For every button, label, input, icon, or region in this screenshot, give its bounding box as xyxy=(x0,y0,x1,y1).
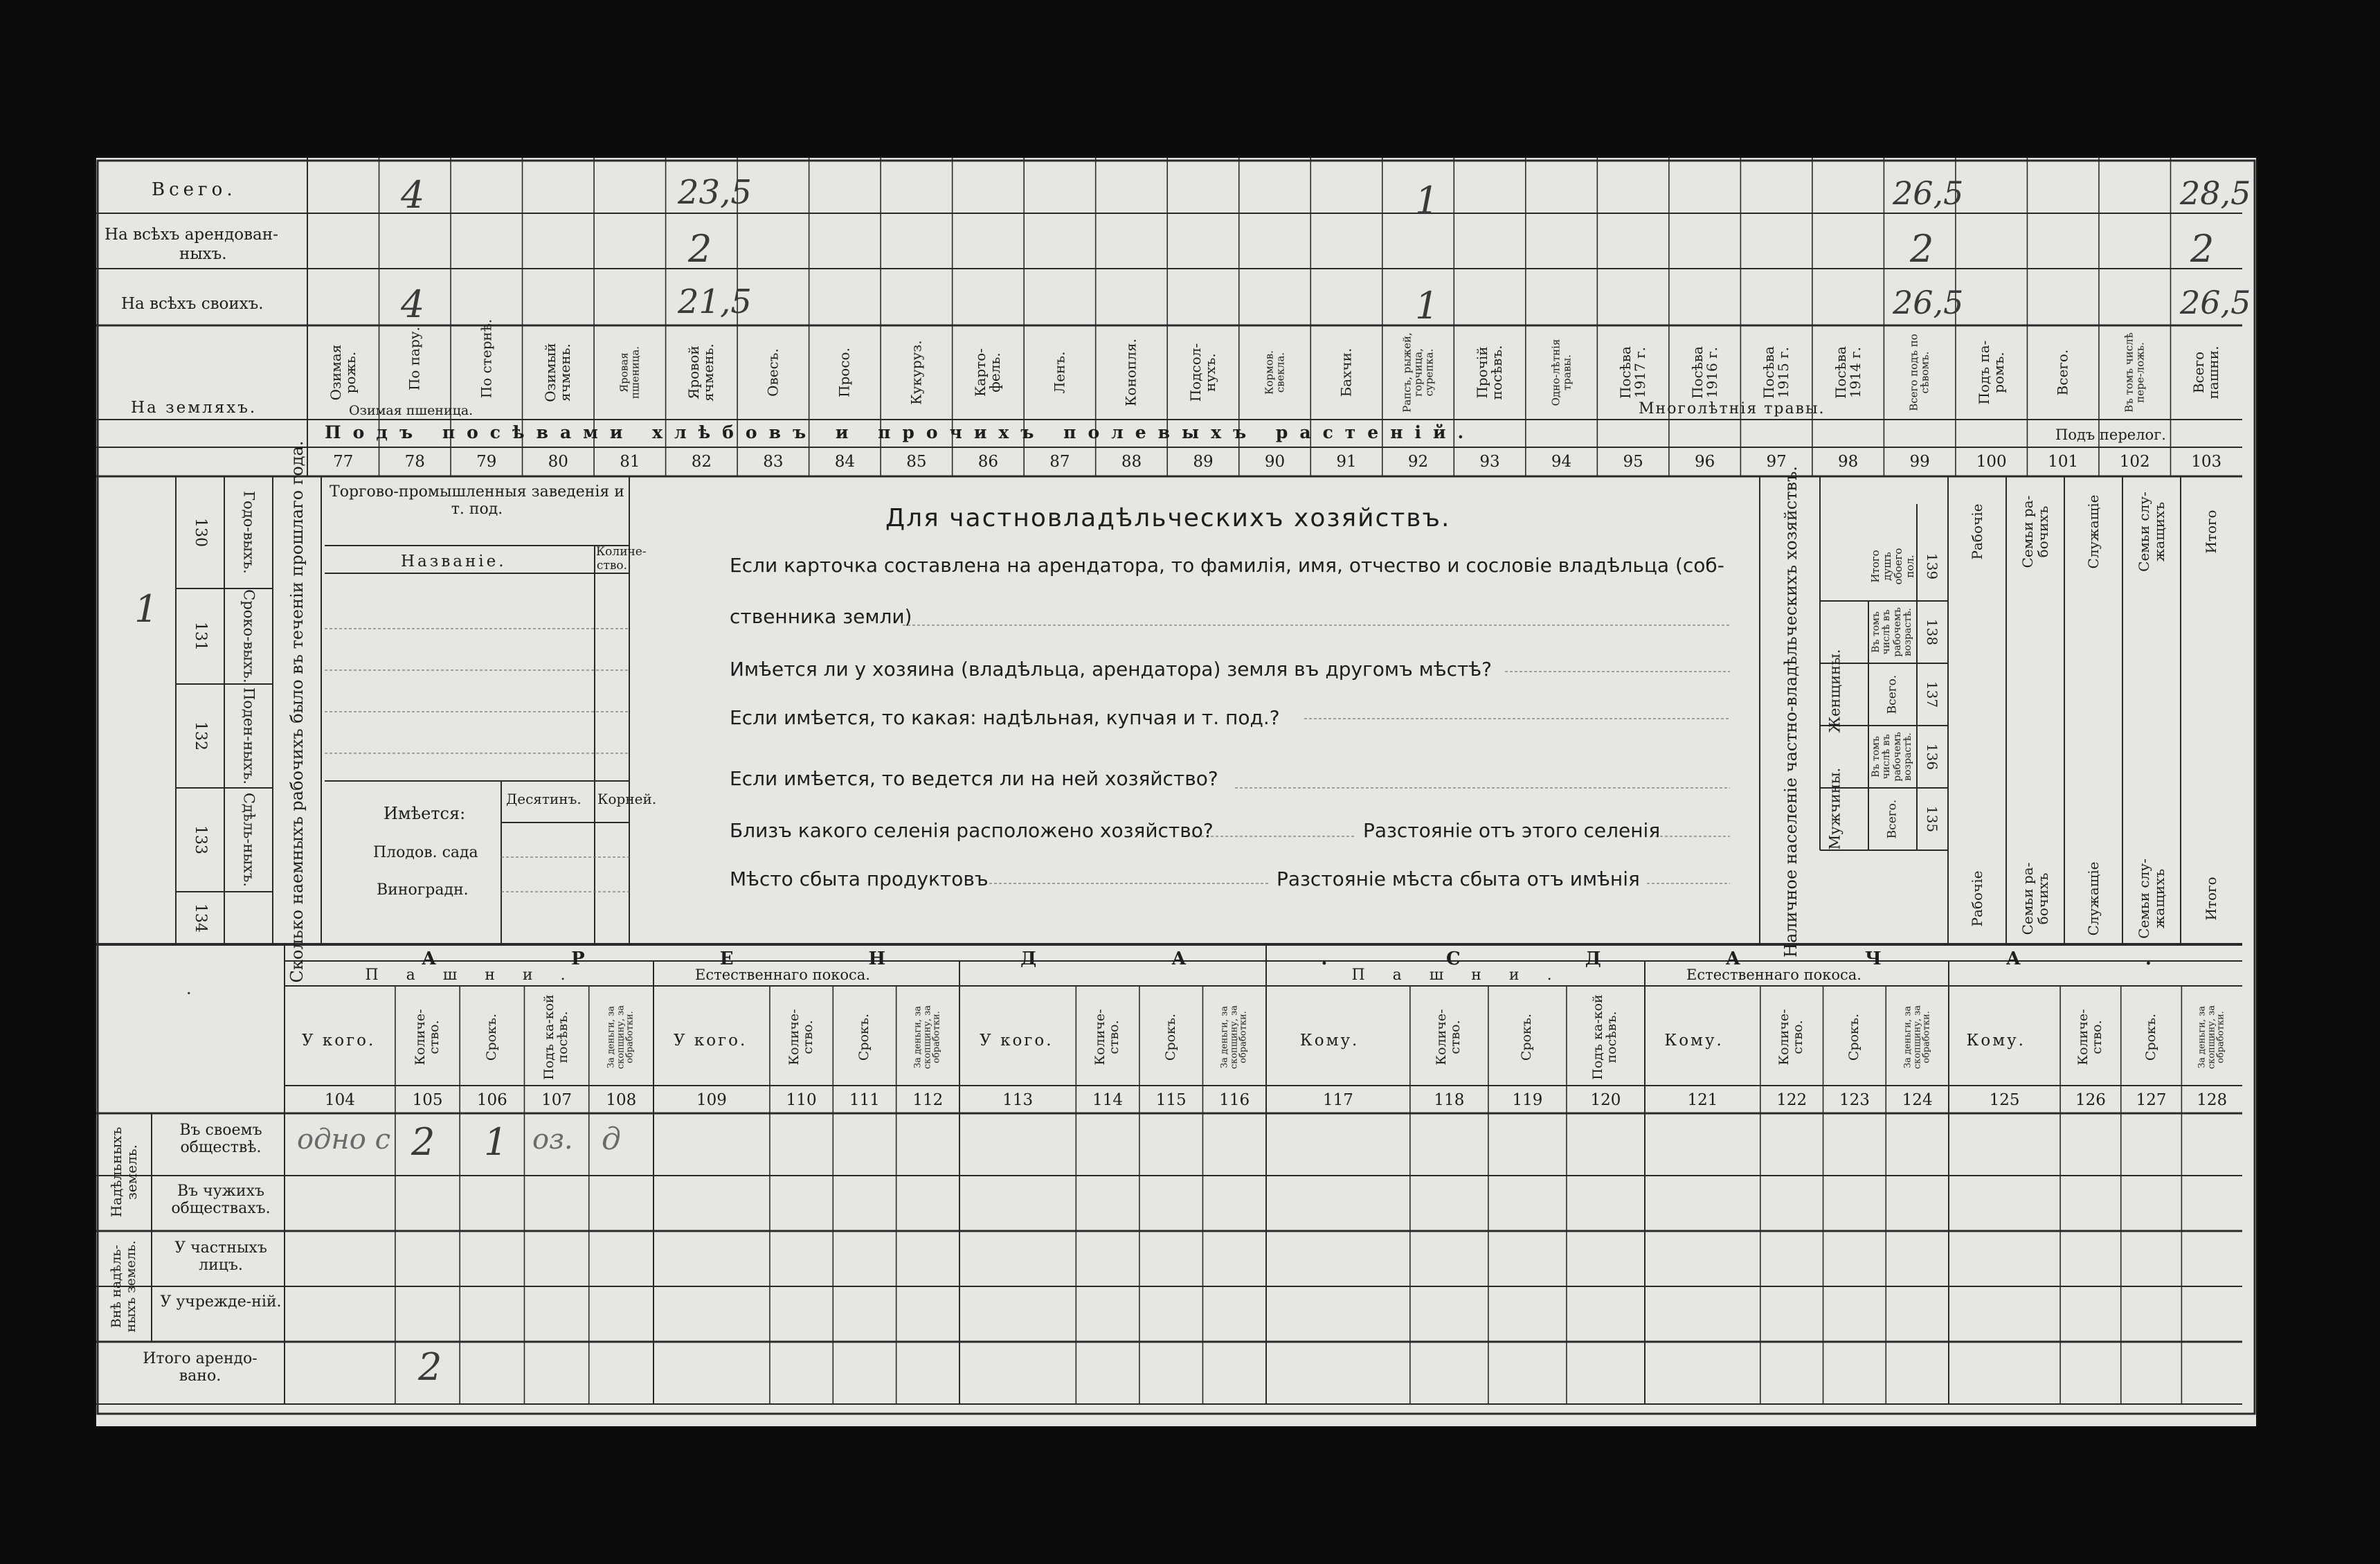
crop-col-head-102: Въ томъ числѣ пере-ложь. xyxy=(2122,332,2146,413)
staff-head-top-2: Служащіе xyxy=(2085,494,2102,569)
fallow-label: Подъ перелог. xyxy=(2055,426,2166,443)
lease-col-head-107: Подъ ка-кой посѣвъ. xyxy=(541,994,571,1080)
winter-wheat-label: Озимая пшеница. xyxy=(349,403,474,418)
hw-row1-108: д xyxy=(602,1122,621,1157)
crop-col-head-98: Посѣва 1914 г. xyxy=(1832,346,1864,399)
crop-col-num-98: 98 xyxy=(1838,453,1859,471)
question-village-distance: Разстояніе отъ этого селенія xyxy=(1363,819,1661,842)
crop-col-head-87: Ленъ. xyxy=(1051,351,1068,394)
crop-col-head-89: Подсол-нухъ. xyxy=(1187,343,1218,402)
crop-col-head-100: Подъ па-ромъ. xyxy=(1975,340,2007,405)
lease-col-num-112: 112 xyxy=(912,1091,944,1109)
lease-col-head-110: Количе-ство. xyxy=(786,1009,815,1066)
crop-col-head-83: Овесъ. xyxy=(764,348,782,397)
staff-head-top-3: Семьи слу-жащихъ xyxy=(2136,492,2167,572)
lease-col-head-117: Кому. xyxy=(1299,1032,1360,1050)
crop-col-head-79: По стернѣ. xyxy=(478,318,495,399)
hw-total-82: 23,5 xyxy=(678,173,752,212)
lease-col-num-124: 124 xyxy=(1902,1091,1933,1109)
crop-col-num-92: 92 xyxy=(1407,453,1429,471)
lease-col-num-128: 128 xyxy=(2197,1091,2228,1109)
trade-name-header: Названіе. xyxy=(401,552,507,570)
question-village: Близъ какого селенія расположено хозяйство? xyxy=(730,819,1214,842)
trade-title: Торгово-промышленныя заведенія и т. под. xyxy=(330,483,624,519)
crop-col-head-101: Всего. xyxy=(2054,349,2071,396)
lease-col-head-128: За деньги, за скопщину, за обработки. xyxy=(2197,1005,2226,1070)
lease-col-head-111: Срокъ. xyxy=(856,1013,872,1061)
crop-col-head-91: Бахчи. xyxy=(1337,348,1355,397)
bottom-dot: · xyxy=(186,984,192,1003)
women-total-label: Всего. xyxy=(1885,674,1900,714)
lease-col-head-106: Срокъ. xyxy=(483,1013,499,1061)
men-label: Мужчины. xyxy=(1826,767,1843,850)
lease-col-head-119: Срокъ. xyxy=(1519,1013,1535,1061)
row-label-on-land: На земляхъ. xyxy=(131,399,258,417)
pop-col-num-135: 135 xyxy=(1924,805,1940,833)
lease-col-num-106: 106 xyxy=(476,1091,507,1109)
lease-col-head-127: Срокъ. xyxy=(2143,1013,2158,1061)
hw-total-92: 1 xyxy=(1415,179,1439,222)
pop-col-num-138: 138 xyxy=(1924,618,1940,646)
crop-col-head-77: Озимая рожь. xyxy=(327,344,359,401)
hired-workers-vertical-label: Сколько наемныхъ рабочихъ было въ теченіи прошлаго года. xyxy=(287,440,307,983)
lease-col-num-117: 117 xyxy=(1322,1091,1353,1109)
perennial-label: Многолѣтнія травы. xyxy=(1639,400,1825,417)
hw-own-103: 26,5 xyxy=(2180,284,2251,321)
lease-group-head-pokos-4: Естественнаго покоса. xyxy=(1686,967,1861,983)
crop-col-head-81: Яровая пшеница. xyxy=(617,345,641,399)
trade-qty-header: Количе-ство. xyxy=(596,545,647,573)
crop-col-num-88: 88 xyxy=(1121,453,1142,471)
crop-col-head-85: Кукуруз. xyxy=(908,340,925,405)
lease-col-num-125: 125 xyxy=(1989,1091,2020,1109)
row-own-society: Въ своемъ обществѣ. xyxy=(179,1122,262,1157)
lease-col-num-108: 108 xyxy=(606,1091,637,1109)
lease-col-num-116: 116 xyxy=(1219,1091,1250,1109)
lease-col-num-107: 107 xyxy=(541,1091,573,1109)
hired-col-num-134: 134 xyxy=(192,904,210,933)
crop-col-head-95: Посѣва 1917 г. xyxy=(1617,346,1649,399)
lease-col-head-113: У кого. xyxy=(980,1032,1054,1050)
staff-head-top-0: Рабочіе xyxy=(1969,503,1985,560)
crop-col-num-89: 89 xyxy=(1193,453,1214,471)
row-label-total: Всего. xyxy=(152,179,237,200)
hw-own-82: 21,5 xyxy=(678,282,752,321)
lease-col-head-123: Срокъ. xyxy=(1846,1013,1861,1061)
crop-col-num-79: 79 xyxy=(476,453,497,471)
pop-col-num-139: 139 xyxy=(1924,552,1940,580)
crop-col-head-78: По пару. xyxy=(406,326,423,391)
row-private-persons: У частныхъ лицъ. xyxy=(174,1239,267,1275)
crop-col-head-92: Рапсъ, рыжей, горчица, сурепка. xyxy=(1400,332,1435,413)
hired-col-label-133: Сдѣль-ныхъ. xyxy=(240,792,258,888)
lease-col-head-118: Количе-ство. xyxy=(1434,1009,1463,1066)
lease-col-num-126: 126 xyxy=(2075,1091,2106,1109)
hw-total-99: 26,5 xyxy=(1893,174,1964,212)
hired-col-num-130: 130 xyxy=(192,518,210,547)
lease-col-num-119: 119 xyxy=(1512,1091,1543,1109)
crop-col-num-78: 78 xyxy=(404,453,425,471)
lease-group-head-pashni-3: Пашни. xyxy=(1351,967,1580,984)
lease-col-head-105: Количе-ство. xyxy=(412,1009,442,1066)
lease-col-num-118: 118 xyxy=(1434,1091,1465,1109)
crop-col-num-102: 102 xyxy=(2119,453,2150,471)
crop-col-head-82: Яровой ячмень. xyxy=(685,343,717,402)
hw-row1-104: одно с xyxy=(297,1124,390,1156)
population-vertical-label: Наличное населеніе частно-владѣльческихъ хозяйствъ. xyxy=(1781,466,1801,958)
census-card xyxy=(96,158,2276,1426)
hw-row1-105: 2 xyxy=(411,1120,435,1164)
has-label: Имѣется: xyxy=(384,804,466,823)
question-owner-2: ственника земли) xyxy=(730,605,912,628)
crop-col-head-86: Карто-фель. xyxy=(972,348,1004,397)
desyat-header: Десятинъ. xyxy=(506,791,582,807)
kornei-header: Корней. xyxy=(597,791,657,807)
lease-col-num-122: 122 xyxy=(1776,1091,1807,1109)
lease-group-head-pokos-1: Естественнаго покоса. xyxy=(695,967,870,983)
crop-col-num-103: 103 xyxy=(2191,453,2222,471)
pop-col-num-136: 136 xyxy=(1924,743,1940,771)
hw-131: 1 xyxy=(134,587,159,631)
crop-col-head-97: Посѣва 1915 г. xyxy=(1760,346,1792,399)
crop-col-num-97: 97 xyxy=(1766,453,1787,471)
hw-rented-103: 2 xyxy=(2190,227,2215,271)
lease-col-num-123: 123 xyxy=(1839,1091,1870,1109)
hw-own-99: 26,5 xyxy=(1893,284,1964,321)
crop-col-num-91: 91 xyxy=(1336,453,1357,471)
lease-col-num-114: 114 xyxy=(1092,1091,1124,1109)
lease-col-num-121: 121 xyxy=(1687,1091,1718,1109)
crop-col-head-96: Посѣва 1916 г. xyxy=(1688,346,1720,399)
crop-col-num-101: 101 xyxy=(2048,453,2079,471)
crop-col-num-80: 80 xyxy=(548,453,568,471)
lease-col-num-110: 110 xyxy=(786,1091,817,1109)
men-total-label: Всего. xyxy=(1885,799,1900,839)
lease-col-head-126: Количе-ство. xyxy=(2075,1009,2104,1066)
lease-col-head-116: За деньги, за скопщину, за обработки. xyxy=(1219,1005,1250,1070)
row-label-rented-1: На всѣхъ арендован- xyxy=(105,226,278,244)
row-group-nenadel: Внѣ надѣль-ныхъ земель. xyxy=(109,1240,138,1333)
hired-col-label-130: Годо-выхъ. xyxy=(240,491,258,574)
hired-col-num-133: 133 xyxy=(192,825,210,854)
crop-col-head-80: Озимый ячмень. xyxy=(542,343,574,402)
crop-col-num-82: 82 xyxy=(691,453,712,471)
lease-col-num-111: 111 xyxy=(849,1091,880,1109)
garden-label: Плодов. сада xyxy=(373,844,478,861)
section-title: Для частновладѣльческихъ хозяйствъ. xyxy=(885,504,1451,532)
hired-col-num-131: 131 xyxy=(192,622,210,651)
crop-col-num-81: 81 xyxy=(620,453,640,471)
staff-head-top-4: Итого xyxy=(2203,510,2219,554)
lease-col-num-127: 127 xyxy=(2136,1091,2167,1109)
sdacha-banner: СДАЧА. xyxy=(1446,949,2276,969)
crop-col-num-83: 83 xyxy=(763,453,784,471)
question-owner-1: Если карточка составлена на арендатора, то фамилія, имя, отчество и сословіе владѣльца (соб- xyxy=(730,554,1724,577)
crop-col-num-86: 86 xyxy=(977,453,999,471)
women-label: Женщины. xyxy=(1826,649,1843,733)
staff-head-bottom-1: Семьи ра-бочихъ xyxy=(2019,862,2051,935)
men-work-age-label: Въ томъ числѣ въ рабочемъ возрастѣ. xyxy=(1870,732,1914,782)
lease-col-head-104: У кого. xyxy=(301,1032,376,1050)
lease-col-head-122: Количе-ство. xyxy=(1776,1009,1806,1066)
question-other-land: Имѣется ли у хозяина (владѣльца, арендатора) земля въ другомъ мѣстѣ? xyxy=(730,658,1492,681)
lease-col-head-115: Срокъ. xyxy=(1162,1013,1178,1061)
crop-col-num-94: 94 xyxy=(1551,453,1572,471)
lease-col-num-115: 115 xyxy=(1155,1091,1187,1109)
lease-col-head-125: Кому. xyxy=(1966,1032,2026,1050)
women-work-age-label: Въ томъ числѣ въ рабочемъ возрастѣ. xyxy=(1870,607,1914,657)
lease-col-head-114: Количе-ство. xyxy=(1092,1009,1122,1066)
question-land-type: Если имѣется, то какая: надѣльная, купчая и т. под.? xyxy=(730,706,1280,729)
hw-row1-107: оз. xyxy=(532,1124,573,1156)
crop-col-head-93: Прочій посѣвъ. xyxy=(1474,345,1506,400)
hired-col-label-131: Сроко-выхъ. xyxy=(240,589,258,683)
staff-head-bottom-0: Рабочіе xyxy=(1969,870,1985,927)
hw-own-92: 1 xyxy=(1415,284,1439,327)
staff-head-bottom-4: Итого xyxy=(2203,877,2219,921)
hw-own-78: 4 xyxy=(401,282,425,326)
lease-col-num-120: 120 xyxy=(1590,1091,1621,1109)
lease-col-head-121: Кому. xyxy=(1664,1032,1724,1050)
hired-col-num-132: 132 xyxy=(192,721,210,750)
staff-head-top-1: Семьи ра-бочихъ xyxy=(2019,495,2051,568)
hw-rented-82: 2 xyxy=(688,227,712,271)
hw-total-78: 4 xyxy=(401,173,425,217)
lease-col-num-113: 113 xyxy=(1002,1091,1034,1109)
crop-col-num-85: 85 xyxy=(906,453,927,471)
lease-col-head-120: Подъ ка-кой посѣвъ. xyxy=(1590,994,1620,1080)
question-market: Мѣсто сбыта продуктовъ xyxy=(730,868,989,890)
crop-col-head-84: Просо. xyxy=(836,348,853,397)
arenda-banner: АРЕНДА. xyxy=(422,949,1463,969)
lease-group-head-pashni-0: Пашни. xyxy=(365,967,593,984)
crop-col-head-103: Всего пашни. xyxy=(2190,345,2222,399)
lease-col-head-112: За деньги, за скопщину, за обработки. xyxy=(912,1005,943,1070)
hired-col-label-132: Поден-ныхъ. xyxy=(240,687,258,784)
crop-col-num-95: 95 xyxy=(1623,453,1643,471)
staff-head-bottom-3: Семьи слу-жащихъ xyxy=(2136,859,2167,939)
crop-col-num-99: 99 xyxy=(1909,453,1930,471)
row-group-nadel: Надѣльныхъ земель. xyxy=(108,1126,140,1218)
row-label-rented-2: ныхъ. xyxy=(179,245,227,263)
staff-head-bottom-2: Служащіе xyxy=(2085,861,2102,936)
hw-rented-99: 2 xyxy=(1910,227,1934,271)
row-label-own: На всѣхъ своихъ. xyxy=(121,295,264,313)
hw-itogo-105: 2 xyxy=(418,1345,442,1389)
crop-col-num-100: 100 xyxy=(1976,453,2007,471)
total-souls-label: Итого душъ обоего пол. xyxy=(1869,548,1916,585)
lease-col-num-104: 104 xyxy=(324,1091,355,1109)
question-farming: Если имѣется, то ведется ли на ней хозяйство? xyxy=(730,767,1218,790)
lease-col-head-108: За деньги, за скопщину, за обработки. xyxy=(606,1005,636,1070)
question-market-distance: Разстояніе мѣста сбыта отъ имѣнія xyxy=(1277,868,1640,890)
lease-col-num-109: 109 xyxy=(696,1091,727,1109)
lease-col-head-124: За деньги, за скопщину, за обработки. xyxy=(1902,1005,1932,1070)
hw-total-103: 28,5 xyxy=(2180,174,2251,212)
row-total-rented: Итого арендо-вано. xyxy=(143,1350,258,1385)
row-institutions: У учрежде-ній. xyxy=(160,1293,282,1311)
hw-row1-106: 1 xyxy=(484,1120,508,1164)
crop-col-head-90: Кормов. свекла. xyxy=(1262,350,1286,395)
crop-col-num-84: 84 xyxy=(834,453,856,471)
crop-col-num-87: 87 xyxy=(1049,453,1070,471)
lease-col-num-105: 105 xyxy=(412,1091,443,1109)
row-other-society: Въ чужихъ обществахъ. xyxy=(171,1183,271,1218)
pop-col-num-137: 137 xyxy=(1924,681,1940,708)
crop-col-num-96: 96 xyxy=(1694,453,1715,471)
crop-col-head-94: Одно-лѣтнія травы. xyxy=(1549,339,1573,406)
crop-col-num-77: 77 xyxy=(333,453,354,471)
lease-col-head-109: У кого. xyxy=(673,1032,748,1050)
crop-col-head-99: Всего подъ по сѣвомъ. xyxy=(1907,334,1931,411)
crop-col-num-90: 90 xyxy=(1264,453,1286,471)
crop-col-head-88: Конопля. xyxy=(1122,339,1139,406)
vineyard-label: Виноградн. xyxy=(377,881,469,899)
crops-banner: Подъ посѣвами хлѣбовъ и прочихъ полевыхъ растеній. xyxy=(325,422,1476,442)
crop-col-num-93: 93 xyxy=(1479,453,1500,471)
